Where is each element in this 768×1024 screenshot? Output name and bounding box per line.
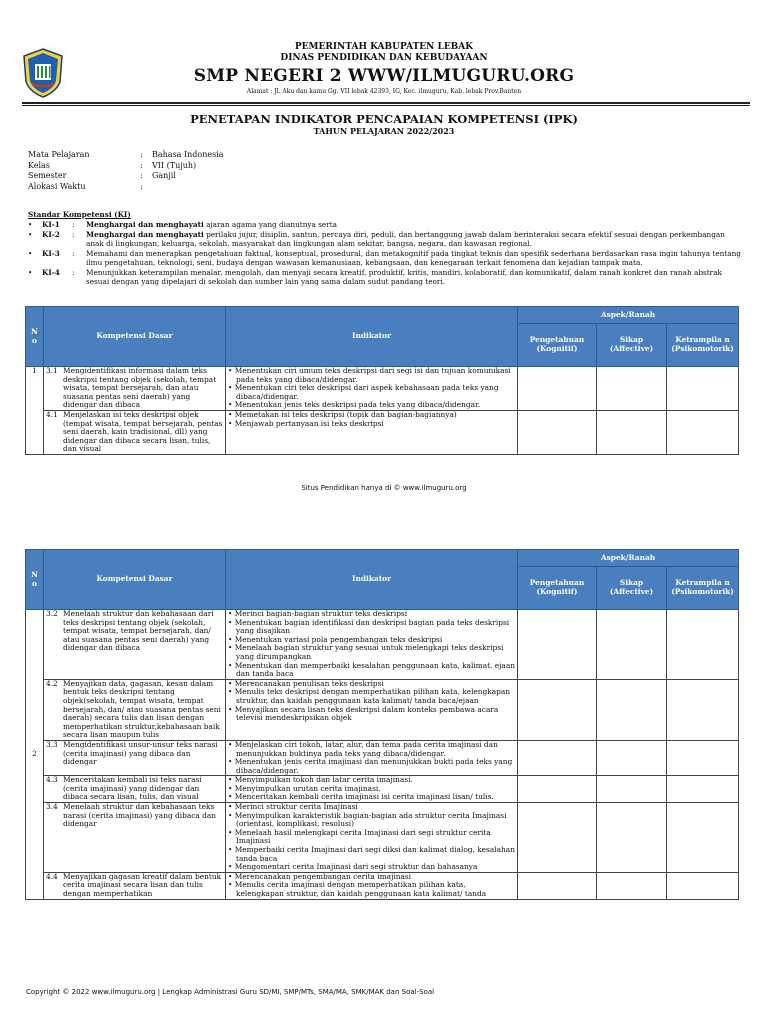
- school-address: Alamat : Jl. Aku dan kamu Gg. VII lebak 42393, IG, Kec. ilmuguru, Kab. lebak Prov.Banten: [246, 88, 522, 95]
- subject-info: [28, 150, 224, 192]
- header-no: N o: [26, 550, 44, 610]
- meta-colon: :: [140, 171, 143, 180]
- kognitif-cell: [518, 367, 597, 411]
- government-name: PEMERINTAH KABUPATEN LEBAK: [294, 42, 474, 52]
- letterhead: [20, 42, 748, 102]
- meta-label: Mata Pelajaran: [28, 150, 90, 159]
- ki-colon: :: [72, 249, 75, 258]
- kd-text: Menceritakan kembali isi teks narasi (cerita imajinasi) yang didengar dan dibaca secara lisan, tulis, dan visual: [63, 775, 202, 802]
- header-afektif: Sikap (Affective): [597, 567, 667, 610]
- afektif-cell: [597, 872, 667, 899]
- ki-text: [86, 249, 742, 267]
- meta-row: [28, 171, 224, 182]
- row-number: 1: [26, 367, 44, 455]
- kognitif-cell: [518, 776, 597, 803]
- indikator-cell: [226, 872, 518, 899]
- header-kompetensi-dasar: Kompetensi Dasar: [44, 550, 226, 610]
- kd-code: 3.3: [46, 739, 58, 749]
- indikator-item: • Menelaah hasil melengkapi cerita Imajinasi dari segi struktur cerita Imajinasi: [228, 829, 515, 846]
- document-title-block: [0, 112, 768, 136]
- kd-text: Menelaah struktur dan kebahasaan teks narasi (cerita imajinasi) yang dibaca dan didengar: [63, 802, 217, 829]
- academic-year: TAHUN PELAJARAN 2022/2023: [313, 126, 455, 136]
- indikator-item: • Menyimpulkan urutan cerita imajinasi.: [228, 785, 515, 794]
- indikator-cell: [226, 410, 518, 454]
- header-indikator: Indikator: [226, 307, 518, 367]
- header-divider: [22, 102, 750, 104]
- meta-label: Semester: [28, 171, 67, 180]
- indikator-item: • Menyimpulkan karakteristik bagian-bagian ada struktur cerita Imajinasi (orientasi, komplikasi, resolusi): [228, 812, 515, 829]
- meta-row: [28, 161, 224, 172]
- afektif-cell: [597, 367, 667, 411]
- indikator-item: • Menentukan jenis cerita imajinasi dan menunjukkan bukti pada teks yang dibaca/didengar.: [228, 758, 515, 775]
- indikator-cell: [226, 610, 518, 680]
- header-kognitif: Pengetahuan (Kognitif): [518, 324, 597, 367]
- bullet-icon: •: [28, 268, 33, 277]
- meta-label: Alokasi Waktu: [28, 181, 86, 191]
- indikator-item: • Menjelaskan ciri tokoh, latar, alur, dan tema pada cerita imajinasi dan menunjukkan buktinya pada teks yang dibaca/didengar.: [228, 741, 515, 758]
- indikator-item: • Memetakan isi teks deskripsi (topik dan bagian-bagiannya): [228, 411, 515, 420]
- bullet-icon: •: [28, 230, 33, 239]
- afektif-cell: [597, 610, 667, 680]
- afektif-cell: [597, 679, 667, 740]
- indikator-item: • Merinci struktur cerita Imajinasi: [228, 803, 515, 812]
- meta-value: Ganjil: [152, 171, 176, 180]
- table-row: [26, 367, 739, 411]
- table-row: [26, 803, 739, 873]
- kd-code: 3.2: [46, 609, 58, 618]
- indikator-item: • Menulis cerita imajinasi dengan memperhatikan pilihan kata, kelengkapan struktur, dan kaidah penggunaan kata kalimat/ tanda: [228, 881, 515, 898]
- header-no: N o: [26, 307, 44, 367]
- meta-row: [28, 150, 224, 161]
- ki-item: [28, 249, 742, 267]
- kd-cell: [44, 872, 226, 899]
- department-name: DINAS PENDIDIKAN DAN KEBUDAYAAN: [280, 53, 488, 63]
- ki-emphasis: Menghargai dan menghayati: [86, 220, 204, 229]
- ki-item: [28, 268, 742, 286]
- ki-list: [28, 220, 742, 286]
- indikator-item: • Menentukan jenis teks deskripsi pada teks yang dibaca/didengar.: [228, 401, 515, 410]
- school-name: SMP NEGERI 2 WWW/ILMUGURU.ORG: [193, 66, 575, 86]
- kd-code: 3.1: [46, 366, 58, 375]
- kd-text: Mengidentifikasi informasi dalam teks deskripsi tentang objek (sekolah, tempat wisata, tempat bersejarah, dan atau suasana pentas seni daerah) yang didengar dan dibaca: [63, 366, 217, 410]
- meta-colon: :: [140, 160, 143, 170]
- indikator-item: • Menentukan variasi pola pengembangan teks deskripsi: [228, 636, 515, 645]
- core-competencies: [28, 210, 742, 286]
- kd-text: Mengidentifikasi unsur-unsur teks narasi (cerita imajinasi) yang dibaca dan didengar: [63, 739, 218, 767]
- ki-body: perilaku jujur, disiplin, santun, percaya diri, peduli, dan bertanggung jawab dalam berinteraksi secara efektif sesuai dengan perkembangan anak di lingkungan, keluarga, sekolah, masyarakat dan lingkungan alam sekitar, bangsa, negara, dan kawasan regional.: [86, 230, 725, 248]
- indikator-item: • Menceritakan kembali cerita imajinasi isi cerita imajinasi lisan/ tulis.: [228, 793, 515, 802]
- indikator-item: • Menentukan ciri umum teks deskripsi dari segi isi dan tujuan komunikasi pada teks yang dibaca/didengar.: [228, 367, 515, 384]
- psikomotorik-cell: [667, 872, 739, 899]
- indikator-item: • Menentukan ciri teks deskripsi dari aspek kebahasaan pada teks yang dibaca/didengar.: [228, 384, 515, 401]
- ki-heading: Standar Kompetensi (KI): [28, 210, 131, 219]
- psikomotorik-cell: [667, 776, 739, 803]
- kognitif-cell: [518, 803, 597, 873]
- ki-code: KI-1: [42, 220, 60, 229]
- header-aspek-ranah: Aspek/Ranah: [518, 550, 739, 567]
- afektif-cell: [597, 776, 667, 803]
- meta-label: Kelas: [28, 160, 50, 170]
- psikomotorik-cell: [667, 803, 739, 873]
- indikator-item: • Merencanakan penulisan teks deskripsi: [228, 680, 515, 689]
- kognitif-cell: [518, 740, 597, 775]
- table-row: [26, 872, 739, 899]
- indikator-item: • Menentukan bagian identifikasi dan deskripsi bagian pada teks deskripsi yang disajikan: [228, 619, 515, 636]
- afektif-cell: [597, 740, 667, 775]
- indikator-cell: [226, 679, 518, 740]
- indikator-item: • Menjawab pertanyaan isi teks deskripsi: [228, 420, 515, 429]
- kd-code: 4.3: [46, 775, 58, 785]
- kd-code: 4.1: [46, 409, 58, 419]
- header-aspek-ranah: Aspek/Ranah: [518, 307, 739, 324]
- kognitif-cell: [518, 610, 597, 680]
- kd-cell: [44, 740, 226, 775]
- ki-item: [28, 220, 742, 229]
- kd-text: Menyajikan gagasan kreatif dalam bentuk cerita imajinasi secara lisan dan tulis dengan memperhatikan: [63, 871, 222, 898]
- kognitif-cell: [518, 872, 597, 899]
- kd-text: Menjelaskan isi teks deskripsi objek (tempat wisata, tempat bersejarah, pentas seni daerah, kain tradisional, dll) yang didengar dan dibaca secara lisan, tulis, dan visual: [63, 409, 223, 454]
- indikator-item: • Menulis teks deskripsi dengan memperhatikan pilihan kata, kelengkapan struktur, dan kaidah penggunaan kata kalimat/ tanda baca/ejaan: [228, 688, 515, 705]
- kd-text: Menelaah struktur dan kebahasaan dari teks deskripsi tentang objek (sekolah, tempat wisata, tempat bersejarah, dan/ atau suasana pentas seni daerah) yang didengar dan dibaca: [63, 609, 214, 653]
- row-number: 2: [26, 610, 44, 900]
- indikator-item: • Menentukan dan memperbaiki kesalahan penggunaan kata, kalimat, ejaan dan tanda baca: [228, 662, 515, 679]
- indikator-item: • Menyimpulkan tokoh dan latar cerita imajinasi.: [228, 776, 515, 785]
- header-psikomotorik: Ketrampila n (Psikomotorik): [667, 324, 739, 367]
- kd-cell: [44, 410, 226, 454]
- ipk-table-2: [25, 549, 739, 900]
- ki-code: KI-4: [42, 268, 60, 277]
- psikomotorik-cell: [667, 740, 739, 775]
- afektif-cell: [597, 803, 667, 873]
- table-row: [26, 410, 739, 454]
- indikator-item: • Menelaah bagian struktur yang sesuai untuk melengkapi teks deskripsi yang dirumpangkan: [228, 644, 515, 661]
- page-footer: Copyright © 2022 www.ilmuguru.org | Lengkap Administrasi Guru SD/MI, SMP/MTs, SMA/MA, SMK/MAK dan Soal-Soal: [26, 988, 435, 996]
- meta-row: [28, 182, 224, 193]
- psikomotorik-cell: [667, 610, 739, 680]
- header-afektif: Sikap (Affective): [597, 324, 667, 367]
- kd-cell: [44, 776, 226, 803]
- ki-emphasis: Menghargai dan menghayati: [86, 230, 204, 239]
- kd-cell: [44, 610, 226, 680]
- kd-code: 4.2: [46, 678, 58, 688]
- ki-text: [86, 220, 742, 229]
- header-indikator: Indikator: [226, 550, 518, 610]
- ki-code: KI-2: [42, 230, 60, 239]
- meta-value: Bahasa Indonesia: [152, 150, 224, 159]
- ki-colon: :: [72, 220, 75, 229]
- ki-body: Memahami dan menerapkan pengetahuan faktual, konseptual, prosedural, dan metakognitif pada tingkat teknis dan spesifik sederhana berdasarkan rasa ingin tahunya tentang ilmu pengetahuan, teknologi, seni, budaya dengan wawasan kemanusiaan, kebangsaan, dan kenegaraan terkait fenomena dan kejadian tampak mata.: [86, 249, 741, 267]
- indikator-cell: [226, 367, 518, 411]
- psikomotorik-cell: [667, 679, 739, 740]
- ki-code: KI-3: [42, 249, 60, 258]
- indikator-item: • Memperbaiki cerita Imajinasi dari segi diksi dan kalimat dialog, kesalahan tanda baca: [228, 846, 515, 863]
- indikator-cell: [226, 776, 518, 803]
- psikomotorik-cell: [667, 410, 739, 454]
- ki-colon: :: [72, 230, 75, 239]
- kognitif-cell: [518, 679, 597, 740]
- table-row: [26, 610, 739, 680]
- indikator-item: • Merinci bagian-bagian struktur teks deskripsi: [228, 610, 515, 619]
- kd-cell: [44, 679, 226, 740]
- psikomotorik-cell: [667, 367, 739, 411]
- indikator-item: • Merencanakan pengembangan cerita imajinasi: [228, 873, 515, 882]
- header-kognitif: Pengetahuan (Kognitif): [518, 567, 597, 610]
- kd-cell: [44, 367, 226, 411]
- kd-code: 3.4: [46, 802, 58, 812]
- kognitif-cell: [518, 410, 597, 454]
- table-row: [26, 740, 739, 775]
- ki-body: ajaran agama yang dianutnya serta: [203, 220, 338, 229]
- bullet-icon: •: [28, 220, 33, 229]
- indikator-cell: [226, 803, 518, 873]
- meta-colon: :: [140, 150, 143, 159]
- meta-colon: :: [140, 181, 143, 191]
- kd-code: 4.4: [46, 871, 58, 881]
- document-title: PENETAPAN INDIKATOR PENCAPAIAN KOMPETENSI (IPK): [190, 112, 578, 126]
- ki-body: Menunjukkan keterampilan menalar, mengolah, dan menyaji secara kreatif, produktif, kritis, mandiri, kolaboratif, dan komunikatif, dalam ranah konkret dan ranah abstrak sesuai dengan yang dipelajari di sekolah dan sumber lain yang sama dalam sudut pandang teori.: [86, 268, 722, 286]
- indikator-item: • Menyajikan secara lisan teks deskripsi dalam konteks pembawa acara televisi mendeskripsikan objek: [228, 706, 515, 723]
- bullet-icon: •: [28, 249, 33, 258]
- afektif-cell: [597, 410, 667, 454]
- meta-value: VII (Tujuh): [152, 160, 197, 170]
- ki-text: [86, 230, 742, 248]
- header-psikomotorik: Ketrampila n (Psikomotorik): [667, 567, 739, 610]
- ki-colon: :: [72, 268, 75, 277]
- kd-cell: [44, 803, 226, 873]
- indikator-cell: [226, 740, 518, 775]
- ki-item: [28, 230, 742, 248]
- ki-text: [86, 268, 742, 286]
- table-row: [26, 776, 739, 803]
- kd-text: Menyajikan data, gagasan, kesan dalam bentuk teks deskripsi tentang objek(sekolah, tempat wisata, tempat bersejarah, dan/ atau suasana pentas seni daerah) secara tulis dan lisan dengan memperhatikan struktur,kebahasaan baik secara lisan maupun tulis: [63, 678, 221, 740]
- indikator-item: • Mengomentari cerita Imajinasi dari segi struktur dan bahasanya: [228, 863, 515, 872]
- table-row: [26, 679, 739, 740]
- header-divider-thin: [22, 105, 750, 106]
- site-note: Situs Pendidikan hanya di © www.ilmuguru.org: [301, 484, 467, 492]
- header-kompetensi-dasar: Kompetensi Dasar: [44, 307, 226, 367]
- ipk-table-1: [25, 306, 739, 455]
